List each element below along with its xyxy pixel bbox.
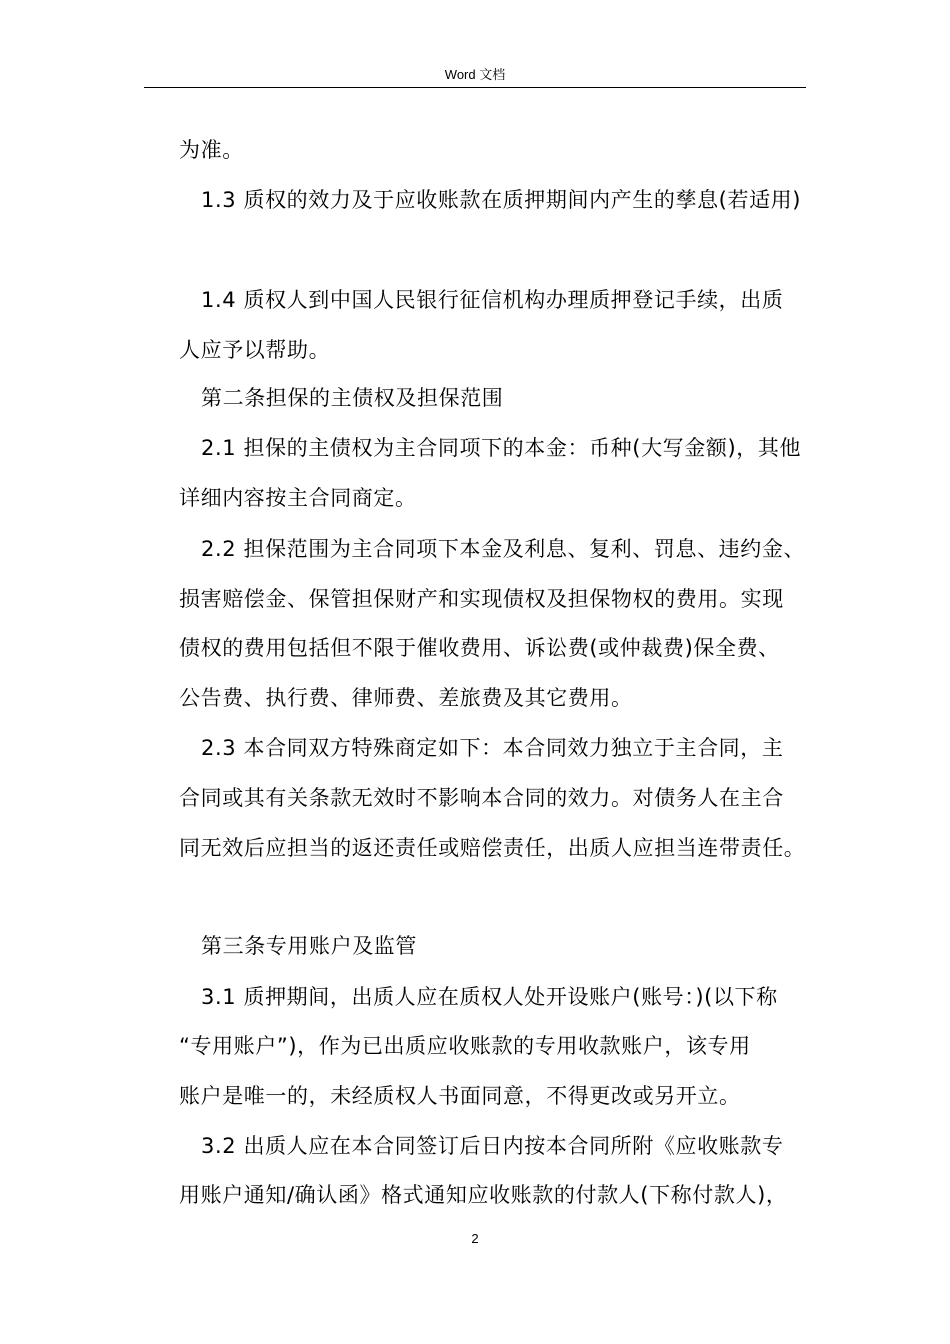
body-line: 账户是唯一的，未经质权人书面同意，不得更改或另开立。 xyxy=(179,1084,741,1108)
body-line: 同无效后应担当的返还责任或赔偿责任，出质人应担当连带责任。 xyxy=(179,836,806,860)
body-line: 合同或其有关条款无效时不影响本合同的效力。对债务人在主合 xyxy=(179,786,784,810)
section-heading: 第三条专用账户及监管 xyxy=(201,934,417,958)
page-header-title: Word 文档 xyxy=(444,67,506,82)
body-line: 为准。 xyxy=(179,138,244,162)
body-line: 2.2 担保范围为主合同项下本金及利息、复利、罚息、违约金、 xyxy=(201,537,806,561)
body-line: 1.3 质权的效力及于应收账款在质押期间内产生的孳息(若适用) xyxy=(201,188,802,212)
body-line: “专用账户”)，作为已出质应收账款的专用收款账户，该专用 xyxy=(179,1034,751,1058)
body-line: 详细内容按主合同商定。 xyxy=(179,486,417,510)
body-line: 债权的费用包括但不限于催收费用、诉讼费(或仲裁费)保全费、 xyxy=(179,636,780,660)
body-line: 3.1 质押期间，出质人应在质权人处开设账户(账号：)(以下称 xyxy=(201,985,778,1009)
page-number: 2 xyxy=(471,1231,479,1246)
section-heading: 第二条担保的主债权及担保范围 xyxy=(201,386,504,410)
body-line: 1.4 质权人到中国人民银行征信机构办理质押登记手续，出质 xyxy=(201,288,784,312)
body-line: 2.3 本合同双方特殊商定如下：本合同效力独立于主合同，主 xyxy=(201,736,784,760)
body-line: 用账户通知/确认函》格式通知应收账款的付款人(下称付款人)， xyxy=(179,1183,788,1207)
body-line: 人应予以帮助。 xyxy=(179,338,331,362)
body-line: 3.2 出质人应在本合同签订后日内按本合同所附《应收账款专 xyxy=(201,1134,784,1158)
body-line: 损害赔偿金、保管担保财产和实现债权及担保物权的费用。实现 xyxy=(179,587,784,611)
body-line: 2.1 担保的主债权为主合同项下的本金：币种(大写金额)，其他 xyxy=(201,436,802,460)
body-line: 公告费、执行费、律师费、差旅费及其它费用。 xyxy=(179,686,633,710)
header-divider xyxy=(144,87,806,88)
